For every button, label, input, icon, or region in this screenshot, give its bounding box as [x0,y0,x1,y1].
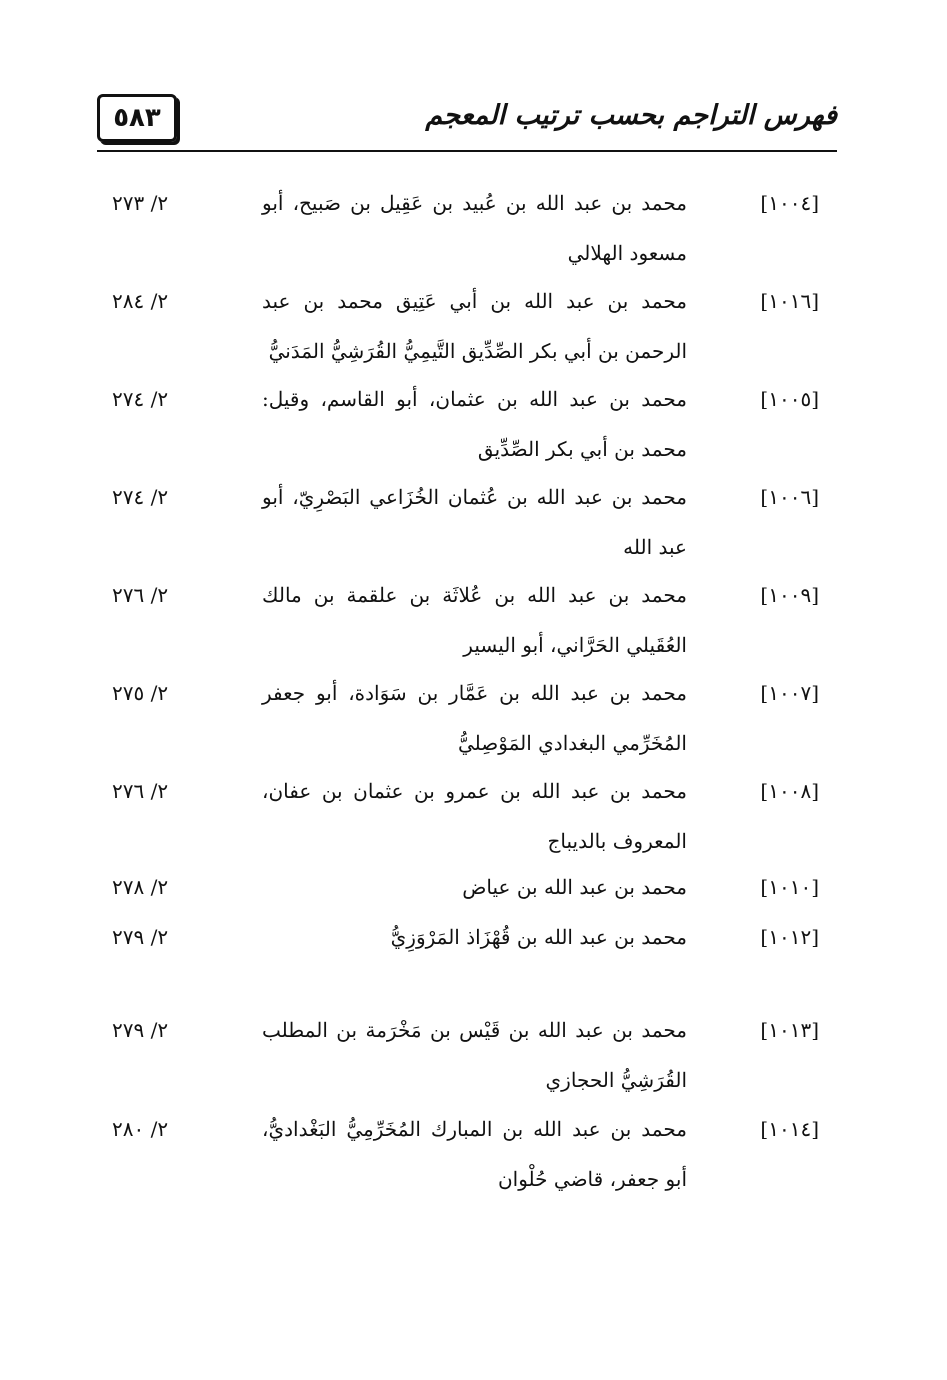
entry-text: محمد بن عبد الله بن قُهْزَاذ المَرْوَزِيُّ [390,925,687,949]
entry-text: محمد بن عبد الله بن المبارك المُخَرِّمِيُّ البَغْداديُّ، أبو جعفر، قاضي حُلْوان [262,1117,687,1191]
entry-text: محمد بن عبد الله بن عُبيد بن عَقِيل بن صَبيح، أبو مسعود الهلالي [262,191,687,265]
entry-number: [١٠٠٦] [760,485,819,509]
entry-reference: ٢/ ٢٧٦ [112,583,169,607]
entry-number: [١٠٠٤] [760,191,819,215]
entry-text: محمد بن عبد الله بن عُثمان الخُزَاعي البَصْرِيّ، أبو عبد الله [262,485,687,559]
page-number: ٥٨٣ [97,94,177,142]
page-title: فهرس التراجم بحسب ترتيب المعجم [425,100,837,131]
entry-number: [١٠٠٧] [760,681,819,705]
header-divider [97,150,837,152]
entry-reference: ٢/ ٢٧٩ [112,925,169,949]
entry-number: [١٠١٤] [760,1117,819,1141]
entry-number: [١٠١٣] [760,1018,819,1042]
entry-number: [١٠٠٥] [760,387,819,411]
entry-text: محمد بن عبد الله بن قَيْس بن مَخْرَمة بن المطلب القُرَشِيُّ الحجازي [262,1018,687,1092]
entry-text: محمد بن عبد الله بن عثمان، أبو القاسم، وقيل: محمد بن أبي بكر الصِّدِّيق [262,387,687,461]
entry-reference: ٢/ ٢٧٨ [112,875,169,899]
page-header [97,88,837,148]
entry-text: محمد بن عبد الله بن عَمَّار بن سَوَادة، أبو جعفر المُخَرِّمي البغدادي المَوْصِليُّ [262,681,687,755]
entry-reference: ٢/ ٢٧٥ [112,681,169,705]
entry-reference: ٢/ ٢٧٣ [112,191,169,215]
entry-reference: ٢/ ٢٨٠ [112,1117,169,1141]
entry-number: [١٠١٢] [760,925,819,949]
entry-text: محمد بن عبد الله بن أبي عَتِيق محمد بن عبد الرحمن بن أبي بكر الصِّدِّيق التَّيمِيُّ القُرَشِيُّ المَدَنيُّ [262,289,687,363]
entry-text: محمد بن عبد الله بن عمرو بن عثمان بن عفان، المعروف بالديباج [262,779,687,853]
entry-number: [١٠٠٩] [760,583,819,607]
entry-number: [١٠٠٨] [760,779,819,803]
entry-text: محمد بن عبد الله بن عياض [462,875,687,899]
entry-reference: ٢/ ٢٧٤ [112,387,169,411]
entry-number: [١٠١٦] [760,289,819,313]
entry-reference: ٢/ ٢٧٩ [112,1018,169,1042]
entry-reference: ٢/ ٢٧٦ [112,779,169,803]
entry-reference: ٢/ ٢٧٤ [112,485,169,509]
entry-reference: ٢/ ٢٨٤ [112,289,169,313]
entry-text: محمد بن عبد الله بن عُلاثَة بن علقمة بن مالك العُقَيلي الحَرَّاني، أبو اليسير [262,583,687,657]
entry-number: [١٠١٠] [760,875,819,899]
